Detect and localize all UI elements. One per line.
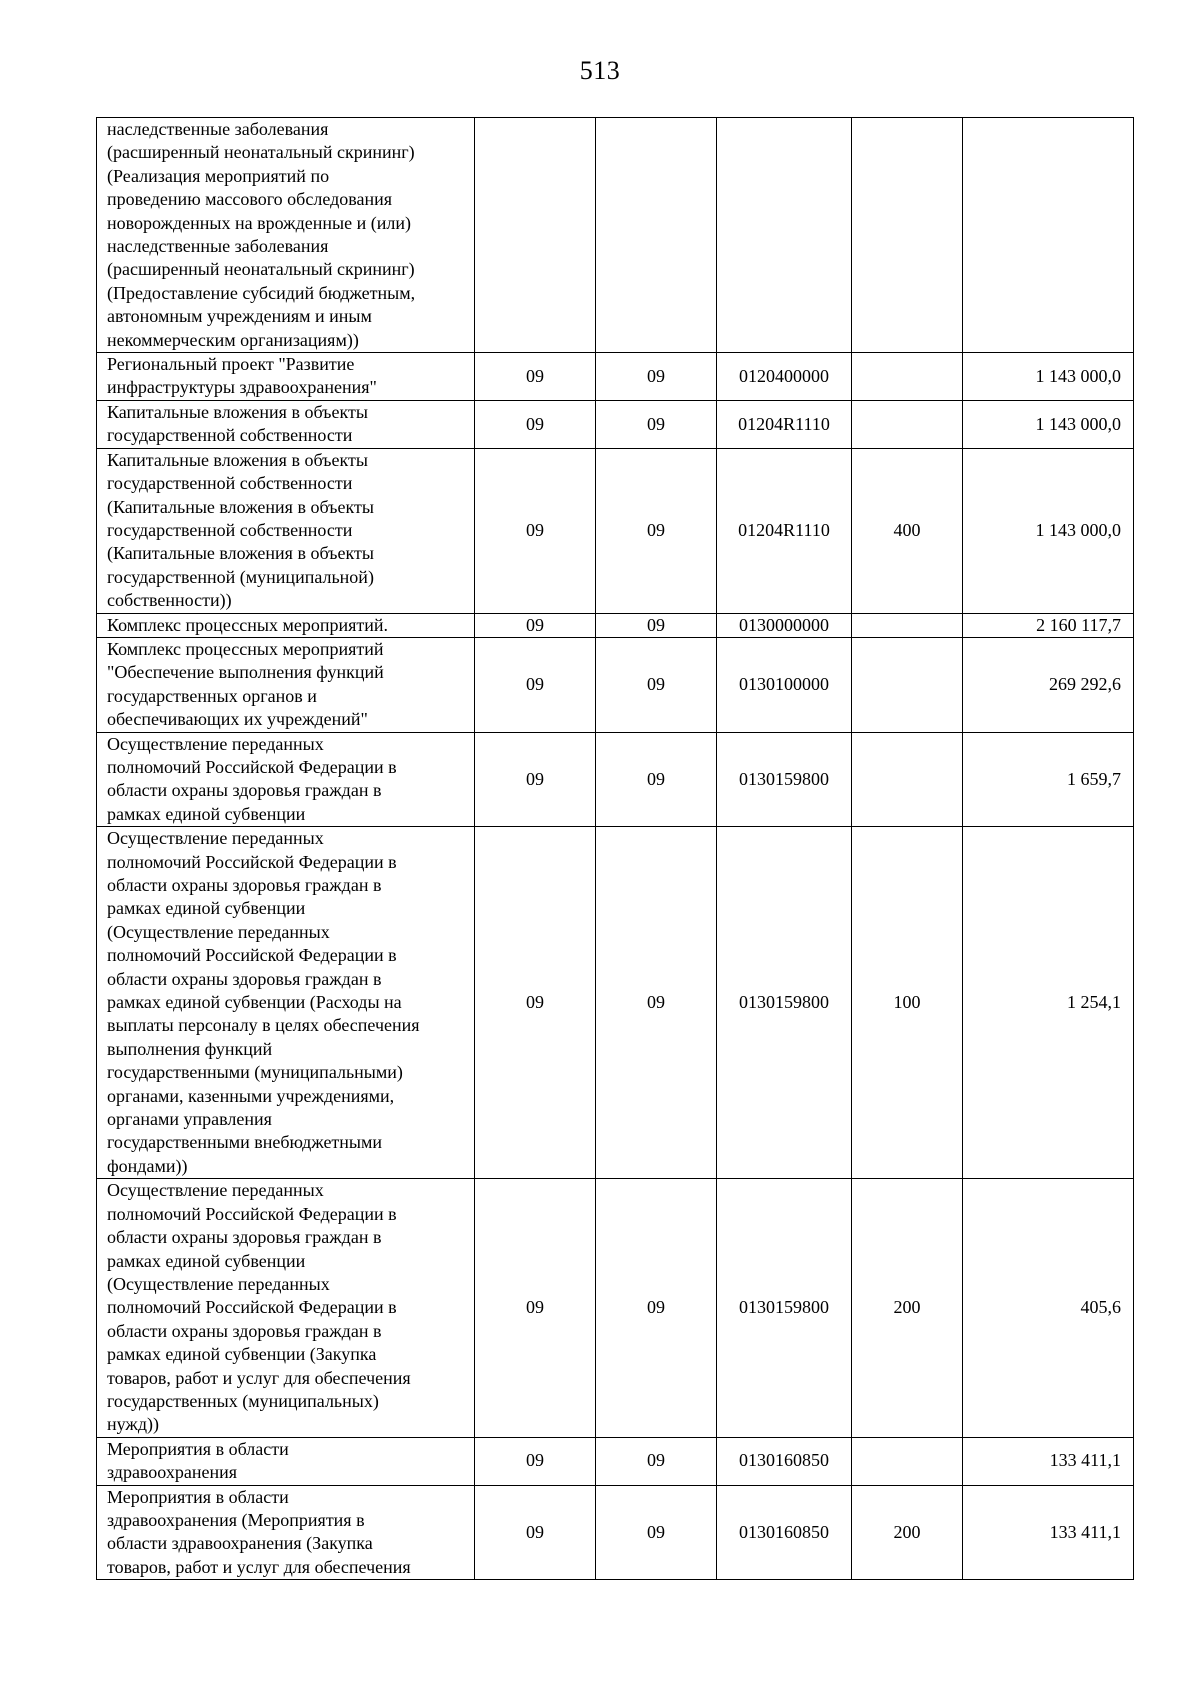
budget-table-body xyxy=(97,118,1134,1580)
expense-type-cell xyxy=(852,613,963,637)
subsection-cell: 09 xyxy=(596,448,717,613)
target-article-cell: 01204R1110 xyxy=(717,448,852,613)
section-cell: 09 xyxy=(475,1485,596,1580)
table-row xyxy=(97,353,1134,401)
amount-cell: 1 143 000,0 xyxy=(963,400,1134,448)
target-article-cell: 0130160850 xyxy=(717,1437,852,1485)
row-name-cell: Капитальные вложения в объекты государственной собственности xyxy=(97,400,475,448)
expense-type-cell xyxy=(852,1437,963,1485)
subsection-cell xyxy=(596,118,717,353)
amount-cell: 133 411,1 xyxy=(963,1437,1134,1485)
target-article-cell: 0120400000 xyxy=(717,353,852,401)
section-cell: 09 xyxy=(475,732,596,827)
subsection-cell: 09 xyxy=(596,613,717,637)
amount-cell: 1 659,7 xyxy=(963,732,1134,827)
amount-cell: 2 160 117,7 xyxy=(963,613,1134,637)
target-article-cell: 0130160850 xyxy=(717,1485,852,1580)
amount-cell: 1 254,1 xyxy=(963,827,1134,1179)
section-cell: 09 xyxy=(475,637,596,732)
table-row xyxy=(97,118,1134,353)
subsection-cell: 09 xyxy=(596,1485,717,1580)
row-name-cell: Мероприятия в области здравоохранения xyxy=(97,1437,475,1485)
row-name-cell: Мероприятия в области здравоохранения (Мероприятия в области здравоохранения (Закупка товаров, работ и услуг для обеспечения xyxy=(97,1485,475,1580)
table-row xyxy=(97,448,1134,613)
section-cell: 09 xyxy=(475,353,596,401)
row-name-cell: Осуществление переданных полномочий Российской Федерации в области охраны здоровья граждан в рамках единой субвенции (Осуществление переданных полномочий Российской Федерации в области охраны здоровья граждан в рамках единой субвенции (Закупка товаров, работ и услуг для обеспечения государственных (муниципальных) нужд)) xyxy=(97,1179,475,1437)
subsection-cell: 09 xyxy=(596,1179,717,1437)
amount-cell: 405,6 xyxy=(963,1179,1134,1437)
target-article-cell: 0130000000 xyxy=(717,613,852,637)
section-cell: 09 xyxy=(475,613,596,637)
section-cell: 09 xyxy=(475,448,596,613)
table-row xyxy=(97,637,1134,732)
target-article-cell: 0130159800 xyxy=(717,732,852,827)
expense-type-cell xyxy=(852,118,963,353)
subsection-cell: 09 xyxy=(596,1437,717,1485)
expense-type-cell xyxy=(852,732,963,827)
section-cell: 09 xyxy=(475,400,596,448)
table-row xyxy=(97,1485,1134,1580)
section-cell: 09 xyxy=(475,827,596,1179)
expense-type-cell: 100 xyxy=(852,827,963,1179)
target-article-cell xyxy=(717,118,852,353)
row-name-cell: наследственные заболевания (расширенный неонатальный скрининг) (Реализация мероприятий по проведению массового обследования новорожденных на врожденные и (или) наследственные заболевания (расширенный неонатальный скрининг) (Предоставление субсидий бюджетным, автономным учреждениям и иным некоммерческим организациям)) xyxy=(97,118,475,353)
target-article-cell: 01204R1110 xyxy=(717,400,852,448)
row-name-cell: Капитальные вложения в объекты государственной собственности (Капитальные вложения в объекты государственной собственности (Капитальные вложения в объекты государственной (муниципальной) собственности)) xyxy=(97,448,475,613)
table-row xyxy=(97,400,1134,448)
page-number: 513 xyxy=(579,56,621,85)
row-name-cell: Осуществление переданных полномочий Российской Федерации в области охраны здоровья граждан в рамках единой субвенции xyxy=(97,732,475,827)
row-name-cell: Комплекс процессных мероприятий "Обеспечение выполнения функций государственных органов и обеспечивающих их учреждений" xyxy=(97,637,475,732)
subsection-cell: 09 xyxy=(596,827,717,1179)
amount-cell: 1 143 000,0 xyxy=(963,448,1134,613)
table-row xyxy=(97,827,1134,1179)
subsection-cell: 09 xyxy=(596,353,717,401)
section-cell xyxy=(475,118,596,353)
target-article-cell: 0130100000 xyxy=(717,637,852,732)
target-article-cell: 0130159800 xyxy=(717,827,852,1179)
amount-cell: 133 411,1 xyxy=(963,1485,1134,1580)
table-row xyxy=(97,1179,1134,1437)
row-name-cell: Комплекс процессных мероприятий. xyxy=(97,613,475,637)
table-row xyxy=(97,732,1134,827)
expense-type-cell: 200 xyxy=(852,1485,963,1580)
target-article-cell: 0130159800 xyxy=(717,1179,852,1437)
subsection-cell: 09 xyxy=(596,637,717,732)
subsection-cell: 09 xyxy=(596,732,717,827)
subsection-cell: 09 xyxy=(596,400,717,448)
expense-type-cell xyxy=(852,400,963,448)
section-cell: 09 xyxy=(475,1437,596,1485)
row-name-cell: Региональный проект "Развитие инфраструктуры здравоохранения" xyxy=(97,353,475,401)
amount-cell xyxy=(963,118,1134,353)
expense-type-cell xyxy=(852,353,963,401)
table-row xyxy=(97,613,1134,637)
budget-table xyxy=(96,117,1134,1580)
expense-type-cell: 200 xyxy=(852,1179,963,1437)
table-row xyxy=(97,1437,1134,1485)
amount-cell: 269 292,6 xyxy=(963,637,1134,732)
amount-cell: 1 143 000,0 xyxy=(963,353,1134,401)
expense-type-cell xyxy=(852,637,963,732)
expense-type-cell: 400 xyxy=(852,448,963,613)
row-name-cell: Осуществление переданных полномочий Российской Федерации в области охраны здоровья граждан в рамках единой субвенции (Осуществление переданных полномочий Российской Федерации в области охраны здоровья граждан в рамках единой субвенции (Расходы на выплаты персоналу в целях обеспечения выполнения функций государственными (муниципальными) органами, казенными учреждениями, органами управления государственными внебюджетными фондами)) xyxy=(97,827,475,1179)
section-cell: 09 xyxy=(475,1179,596,1437)
